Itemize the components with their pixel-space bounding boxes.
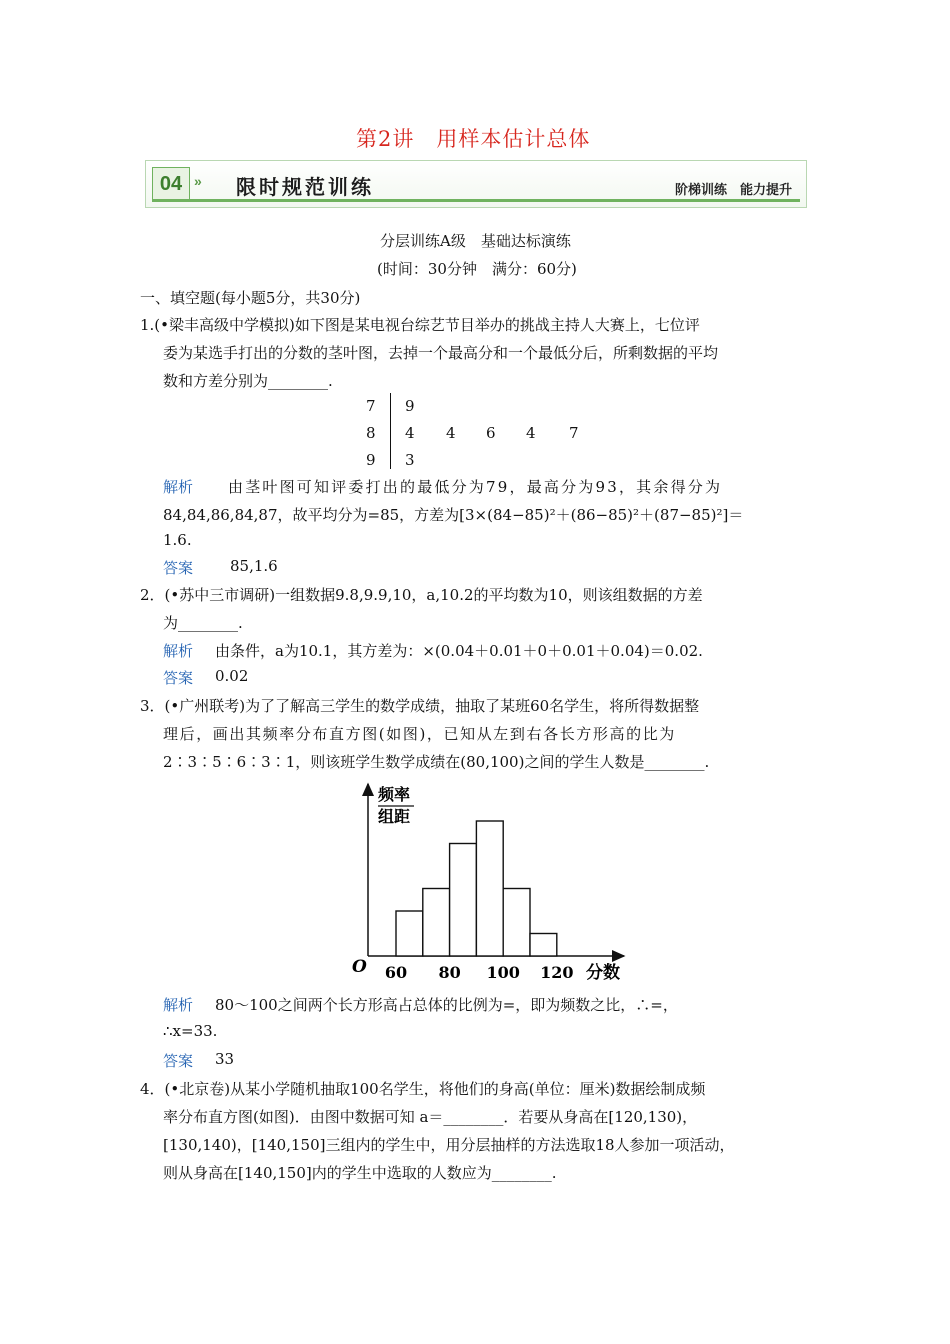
section-banner xyxy=(145,160,807,208)
q1-analysis-line-2: 84,84,86,84,87，故平均分为=85，方差为[3×(84−85)²＋(86−85)²＋(87−85)²]＝ xyxy=(163,506,744,524)
histogram-bar xyxy=(476,821,503,956)
banner-subtitle: 阶梯训练 能力提升 xyxy=(674,183,792,198)
histogram-bar xyxy=(503,889,530,957)
chevron-right-icon: » xyxy=(194,173,202,189)
q4-line-3: [130,140)，[140,150]三组内的学生中，用分层抽样的方法选取18人参加一项活动， xyxy=(163,1136,735,1154)
banner-underline xyxy=(152,199,800,202)
leaf: 4 xyxy=(526,424,536,442)
histogram-bar xyxy=(450,844,477,957)
origin-label: O xyxy=(352,957,367,977)
stem-divider xyxy=(390,393,391,469)
q1-analysis-line-1: 由茎叶图可知评委打出的最低分为79，最高分为93，其余得分为 xyxy=(228,478,723,496)
leaf: 4 xyxy=(446,424,456,442)
leaf: 3 xyxy=(405,451,415,469)
q1-line-3: 数和方差分别为________. xyxy=(163,372,333,390)
histogram-bar xyxy=(530,934,557,957)
y-axis-label-bottom: 组距 xyxy=(378,807,411,826)
x-axis-label: 分数 xyxy=(586,963,620,983)
leaf: 6 xyxy=(486,424,496,442)
q1-analysis-line-3: 1.6. xyxy=(163,531,192,549)
q3-answer: 33 xyxy=(215,1050,235,1068)
stem-2: 8 xyxy=(366,424,376,442)
q3-analysis-line-1: 80～100之间两个长方形高占总体的比例为=，即为频数之比，∴=， xyxy=(215,996,678,1014)
q1-line-2: 委为某选手打出的分数的茎叶图，去掉一个最高分和一个最低分后，所剩数据的平均 xyxy=(163,344,719,362)
leaf: 4 xyxy=(405,424,415,442)
q3-answer-label: 答案 xyxy=(163,1052,194,1070)
banner-title: 限时规范训练 xyxy=(236,175,374,199)
histogram-bar xyxy=(423,889,450,957)
q1-analysis-label: 解析 xyxy=(163,478,194,496)
q3-analysis-label: 解析 xyxy=(163,996,194,1014)
stem-1: 7 xyxy=(366,397,376,415)
q4-line-4: 则从身高在[140,150]内的学生中选取的人数应为________. xyxy=(163,1164,557,1182)
q2-line-2: 为________. xyxy=(163,614,243,632)
section-subheading: (时间：30分钟 满分：60分) xyxy=(377,260,577,278)
q2-answer: 0.02 xyxy=(215,667,249,685)
x-tick-label: 100 xyxy=(486,963,520,982)
q2-line-1: 2．(•苏中三市调研)一组数据9.8,9.9,10，a,10.2的平均数为10，则该组数据的方差 xyxy=(140,586,703,604)
q1-line-1: 1.(•梁丰高级中学模拟)如下图是某电视台综艺节目举办的挑战主持人大赛上，七位评 xyxy=(140,316,700,334)
q2-answer-label: 答案 xyxy=(163,669,194,687)
leaf: 9 xyxy=(405,397,415,415)
q3-line-2: 理后，画出其频率分布直方图(如图)，已知从左到右各长方形高的比为 xyxy=(163,725,676,743)
x-tick-label: 60 xyxy=(384,963,408,982)
q1-answer-label: 答案 xyxy=(163,559,194,577)
q4-line-2: 率分布直方图(如图)．由图中数据可知 a＝________．若要从身高在[120,130)， xyxy=(163,1108,698,1126)
frequency-histogram xyxy=(330,778,660,988)
x-tick-label: 80 xyxy=(438,963,461,982)
q3-line-3: 2∶3∶5∶6∶3∶1，则该班学生数学成绩在(80,100)之间的学生人数是________. xyxy=(163,753,710,771)
q2-analysis: 由条件，a为10.1，其方差为：×(0.04＋0.01＋0＋0.01＋0.04)＝0.02. xyxy=(215,642,703,660)
stem-3: 9 xyxy=(366,451,376,469)
q1-answer: 85,1.6 xyxy=(230,557,278,575)
section-heading: 分层训练A级 基础达标演练 xyxy=(380,232,571,250)
leaf: 7 xyxy=(569,424,579,442)
x-tick-label: 120 xyxy=(540,963,574,982)
banner-badge: 04 xyxy=(152,167,190,201)
part-heading: 一、填空题(每小题5分，共30分) xyxy=(140,289,361,307)
q4-line-1: 4．(•北京卷)从某小学随机抽取100名学生，将他们的身高(单位：厘米)数据绘制成频 xyxy=(140,1080,706,1098)
q3-analysis-line-2: ∴x=33. xyxy=(163,1022,218,1040)
histogram-bar xyxy=(396,911,423,956)
y-axis-label-top: 频率 xyxy=(378,785,411,804)
page-title: 第2讲 用样本估计总体 xyxy=(356,127,591,151)
q3-line-1: 3．(•广州联考)为了了解高三学生的数学成绩，抽取了某班60名学生，将所得数据整 xyxy=(140,697,700,715)
q2-analysis-label: 解析 xyxy=(163,642,194,660)
